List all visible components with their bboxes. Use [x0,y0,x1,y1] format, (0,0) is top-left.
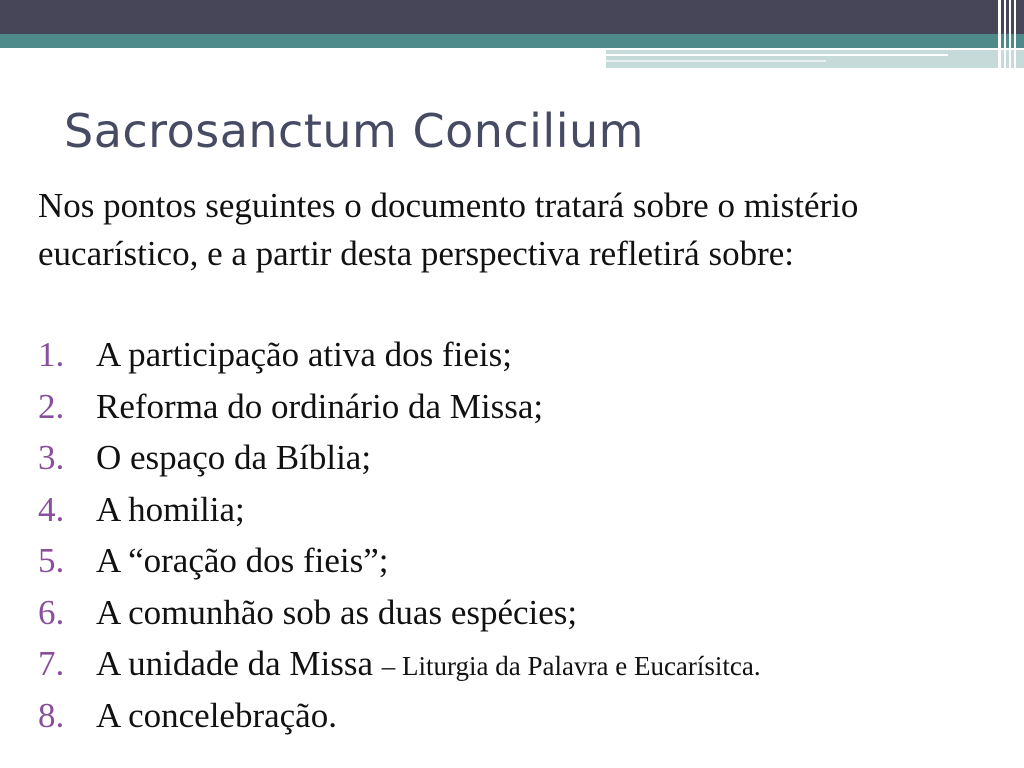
header-light-bar [606,50,1024,68]
vertical-stripe [1004,0,1006,70]
list-number: 8. [38,695,65,735]
vertical-stripe [1014,0,1016,70]
list-number: 3. [38,438,65,477]
list-number: 1. [38,335,65,374]
header-vertical-stripes [994,0,1024,70]
list-item-text: Reforma do ordinário da Missa; [96,386,544,426]
list-number: 4. [38,489,65,529]
list-number: 2. [38,386,65,426]
list-item-suffix: – Liturgia da Palavra e Eucarísitca. [381,651,761,681]
list-item-text: A “oração dos fieis”; [96,541,389,580]
header-thin-line [606,54,948,56]
list-item-text: O espaço da Bíblia; [96,438,372,477]
list-item [38,587,1018,639]
list-item-text: A homilia; [96,489,245,529]
vertical-stripe [1009,0,1011,70]
header-dark-bar [0,0,1024,34]
list-item [38,329,1018,381]
list-item [38,381,1018,433]
intro-paragraph: Nos pontos seguintes o documento tratará sobre o mistério eucarístico, e a partir desta perspectiva refletirá sobre: [38,186,859,273]
list-item-text: A concelebração. [96,695,337,735]
list-number: 5. [38,541,65,580]
list-item [38,535,1018,587]
list-item-text: A comunhão sob as duas espécies; [96,592,578,632]
vertical-stripe [998,0,1001,70]
slide-title: Sacrosanctum Concilium [64,104,644,158]
list-item-text: A unidade da Missa [96,644,382,683]
list-item [38,432,1018,484]
header-thin-line [606,60,826,62]
list-number: 6. [38,592,65,632]
list-item [38,638,1018,690]
list-item [38,484,1018,536]
header-teal-bar [0,34,1024,48]
list-item [38,690,1018,742]
list-item-text: A participação ativa dos fieis; [96,335,512,374]
topic-list [38,329,1018,741]
list-number: 7. [38,644,65,683]
